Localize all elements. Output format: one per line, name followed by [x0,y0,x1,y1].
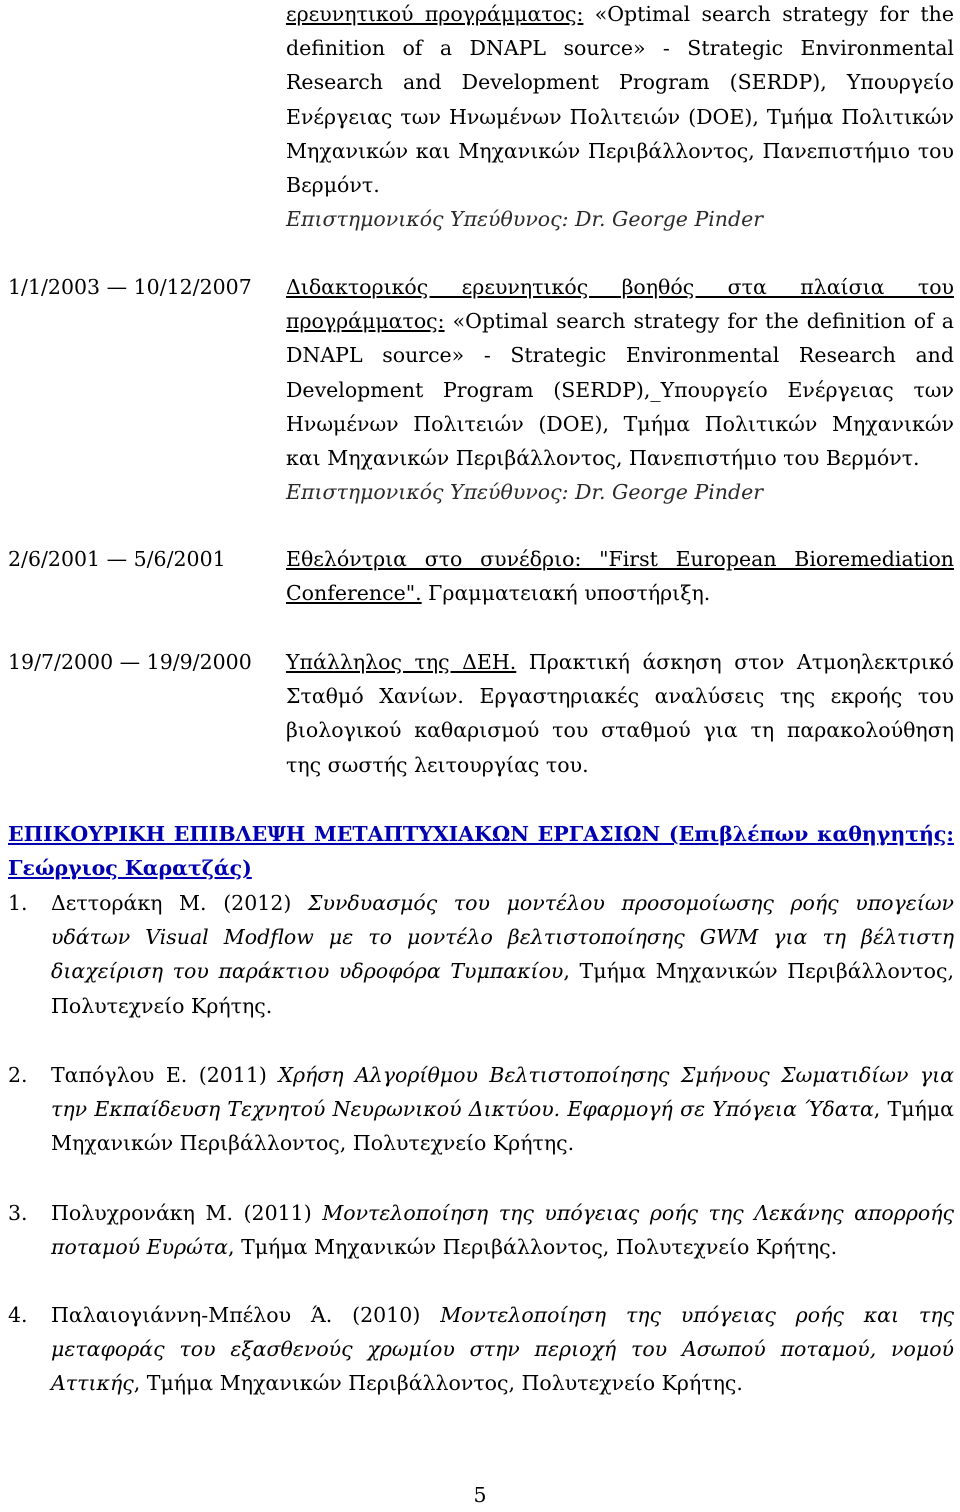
page-number: 5 [473,1483,487,1507]
item-author: Ταπόγλου Ε. (2011) [51,1063,279,1087]
item-author: Παλαιογιάννη-Μπέλου Ά. (2010) [51,1303,441,1327]
item-rest: , Τμήμα Μηχανικών Περιβάλλοντος, Πολυτεχνείο Κρήτης. [133,1371,743,1396]
entry-dates: 19/7/2000 — 19/9/2000 [8,650,252,674]
item-number: 2. [8,1063,28,1087]
entry-dates: 2/6/2001 — 5/6/2001 [8,547,226,571]
item-author: Δεττοράκη Μ. (2012) [51,891,308,915]
item-number: 4. [8,1303,28,1327]
supervisor-line: Επιστημονικός Υπεύθυνος: Dr. George Pinder [286,207,764,231]
entry-title: Διδακτορικός ερευνητικός βοηθός στα πλαίσια του προγράμματος: [286,275,954,334]
program-label: ερευνητικού προγράμματος: [286,2,584,26]
supervisor-line: Επιστημονικός Υπεύθυνος: Dr. George Pinder [286,480,764,504]
item-text [51,1298,954,1401]
item-title: Συνδυασμός του μοντέλου προσομοίωσης ροής υπογείων υδάτων Visual Modflow με το μοντέλο βελτιστοποίησης GWM για τη βέλτιστη διαχείριση του παράκτιου υδροφόρα Τυμπακίου [51,891,954,984]
item-rest: , Τμήμα Μηχανικών Περιβάλλοντος, Πολυτεχνείο Κρήτης. [51,959,955,1018]
entry-title: Υπάλληλος της ΔΕΗ. [286,650,517,674]
item-rest: , Τμήμα Μηχανικών Περιβάλλοντος, Πολυτεχνείο Κρήτης. [228,1235,838,1260]
item-number: 3. [8,1201,28,1225]
section-heading: ΕΠΙΚΟΥΡΙΚΗ ΕΠΙΒΛΕΨΗ ΜΕΤΑΠΤΥΧΙΑΚΩΝ ΕΡΓΑΣΙΩΝ (Επιβλέπων καθηγητής: Γεώργιος Καρατζάς) [8,822,954,881]
entry-text: Πρακτική άσκηση στον Ατμοηλεκτρικό Σταθμό Χανίων. Εργαστηριακές αναλύσεις της εκροής του βιολογικού καθαρισμού του σταθμού για τη παρακολούθηση της σωστής λειτουργίας του. [286,650,954,777]
entry-description [286,645,954,782]
entry-description [286,270,954,475]
item-title: Χρήση Αλγορίθμου Βελτιστοποίησης Σμήνους Σωματιδίων για την Εκπαίδευση Τεχνητού Νευρωνικού Δικτύου. Εφαρμογή σε Υπόγεια Ύδατα [51,1063,954,1122]
entry-description [286,542,954,610]
item-number: 1. [8,891,28,915]
item-text [51,1058,954,1161]
program-text: «Optimal search strategy for the definition of a DNAPL source» - Strategic Environmental Research and Development Program (SERDP),_Υπουργείο Ενέργειας των Ηνωμένων Πολιτειών (DOE), Τμήμα Πολιτικών Μηχανικών και Μηχανικών Περιβάλλοντος, Πανεπιστήμιο του Βερμόντ. [286,309,954,471]
entry-dates: 1/1/2003 — 10/12/2007 [8,275,252,299]
entry-text: Γραμματειακή υποστήριξη. [421,581,711,606]
item-text [51,1196,954,1264]
item-rest: , Τμήμα Μηχανικών Περιβάλλοντος, Πολυτεχνείο Κρήτης. [51,1097,954,1156]
item-title: Μοντελοποίηση της υπόγειας ροής της Λεκάνης απορροής ποταμού Ευρώτα [51,1201,954,1260]
entry-title: Εθελόντρια στο συνέδριο: "First European Bioremediation Conference". [286,547,954,606]
item-author: Πολυχρονάκη Μ. (2011) [51,1201,323,1225]
item-text [51,886,954,1023]
program-text: «Optimal search strategy for the definition of a DNAPL source» - Strategic Environmental Research and Development Program (SERDP), Υπουργείο Ενέργειας των Ηνωμένων Πολιτειών (DOE), Τμήμα Πολιτικών Μηχανικών και Μηχανικών Περιβάλλοντος, Πανεπιστήμιο του Βερμόντ. [286,2,954,198]
item-title: Μοντελοποίηση της υπόγειας ροής και της μεταφοράς του εξασθενούς χρωμίου στην περιοχή του Ασωπού ποταμού, νομού Αττικής [51,1303,955,1396]
entry-continued [286,0,954,202]
